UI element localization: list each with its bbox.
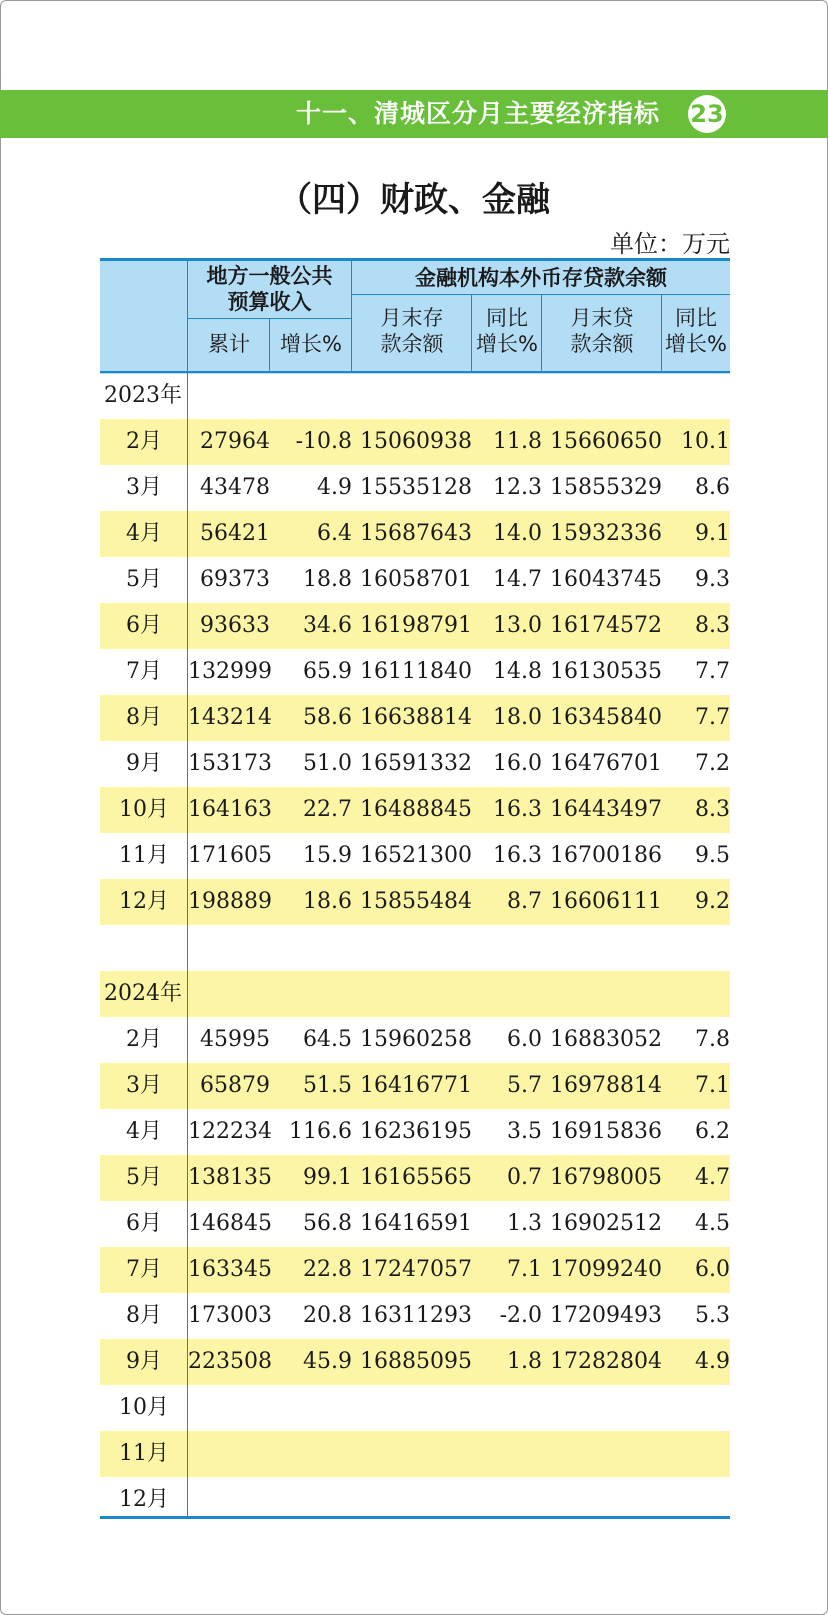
deposit-balance: 16165565 xyxy=(360,1165,472,1190)
deposit-balance: 16311293 xyxy=(360,1303,472,1328)
loan-growth: 4.9 xyxy=(695,1349,730,1374)
loan-balance: 16978814 xyxy=(550,1073,662,1098)
year-label: 2024年 xyxy=(104,981,182,1006)
loan-balance: 15660650 xyxy=(550,429,662,454)
loan-growth: 9.5 xyxy=(695,843,730,868)
deposit-growth: 13.0 xyxy=(493,613,542,638)
revenue-growth xyxy=(270,971,352,1017)
deposit-balance xyxy=(352,373,472,419)
revenue-growth: 56.8 xyxy=(303,1211,352,1236)
month-label: 5月 xyxy=(126,1165,162,1190)
deposit-growth: 14.7 xyxy=(493,567,542,592)
deposit-growth xyxy=(472,971,542,1017)
loan-growth: 6.2 xyxy=(695,1119,730,1144)
loan-balance: 17209493 xyxy=(550,1303,662,1328)
month-label xyxy=(100,925,188,971)
header-fiscal-revenue-line1: 地方一般公共 xyxy=(206,264,333,288)
header-cumulative: 累计 xyxy=(208,332,250,356)
revenue-growth xyxy=(270,925,352,971)
deposit-balance: 15687643 xyxy=(360,521,472,546)
loan-growth xyxy=(662,971,730,1017)
revenue-growth: 18.6 xyxy=(303,889,352,914)
month-label: 3月 xyxy=(126,475,162,500)
month-label: 7月 xyxy=(126,659,162,684)
cumulative-revenue: 153173 xyxy=(188,751,272,776)
loan-balance: 16915836 xyxy=(550,1119,662,1144)
loan-growth: 7.1 xyxy=(695,1073,730,1098)
month-label: 6月 xyxy=(126,613,162,638)
year-label: 2023年 xyxy=(104,383,182,408)
page-number-badge: 23 xyxy=(688,95,726,133)
deposit-balance: 15060938 xyxy=(360,429,472,454)
loan-growth: 7.8 xyxy=(695,1027,730,1052)
loan-growth: 7.7 xyxy=(695,705,730,730)
loan-balance: 16902512 xyxy=(550,1211,662,1236)
loan-balance: 16443497 xyxy=(550,797,662,822)
loan-growth: 7.7 xyxy=(695,659,730,684)
deposit-growth: 8.7 xyxy=(507,889,542,914)
table-row xyxy=(100,879,730,925)
deposit-balance xyxy=(352,1431,472,1477)
table-row xyxy=(100,787,730,833)
header-loan-balance-line2: 款余额 xyxy=(570,332,634,356)
deposit-growth xyxy=(472,1385,542,1431)
deposit-balance: 15535128 xyxy=(360,475,472,500)
month-label: 10月 xyxy=(119,797,169,822)
loan-growth: 9.1 xyxy=(695,521,730,546)
month-label: 9月 xyxy=(126,1349,162,1374)
deposit-growth: 6.0 xyxy=(507,1027,542,1052)
cumulative-revenue: 132999 xyxy=(188,659,272,684)
table-row xyxy=(100,1017,730,1063)
cumulative-revenue xyxy=(188,971,270,1017)
deposit-growth: 16.3 xyxy=(493,797,542,822)
month-label: 8月 xyxy=(126,1303,162,1328)
deposit-growth: 11.8 xyxy=(493,429,542,454)
cumulative-revenue: 138135 xyxy=(188,1165,272,1190)
cumulative-revenue: 69373 xyxy=(200,567,270,592)
header-divider xyxy=(188,318,351,319)
revenue-growth: 45.9 xyxy=(303,1349,352,1374)
table-body xyxy=(100,373,730,1523)
header-growth: 增长% xyxy=(280,332,342,356)
loan-growth: 6.0 xyxy=(695,1257,730,1282)
revenue-growth: 22.8 xyxy=(303,1257,352,1282)
cumulative-revenue: 173003 xyxy=(188,1303,272,1328)
deposit-growth: 16.3 xyxy=(493,843,542,868)
header-deposit-balance-line1: 月末存 xyxy=(380,306,444,330)
table-row xyxy=(100,1247,730,1293)
month-label: 7月 xyxy=(126,1257,162,1282)
revenue-growth xyxy=(270,1431,352,1477)
revenue-growth: 51.0 xyxy=(303,751,352,776)
deposit-balance: 15855484 xyxy=(360,889,472,914)
cumulative-revenue: 198889 xyxy=(188,889,272,914)
loan-balance: 16798005 xyxy=(550,1165,662,1190)
month-label: 10月 xyxy=(119,1395,169,1420)
cumulative-revenue xyxy=(188,1431,270,1477)
cumulative-revenue: 171605 xyxy=(188,843,272,868)
revenue-growth: 65.9 xyxy=(303,659,352,684)
deposit-balance: 16416771 xyxy=(360,1073,472,1098)
header-divider xyxy=(352,294,730,295)
revenue-growth: 64.5 xyxy=(303,1027,352,1052)
deposit-growth xyxy=(472,1431,542,1477)
cumulative-revenue: 163345 xyxy=(188,1257,272,1282)
table-row xyxy=(100,1063,730,1109)
month-label: 5月 xyxy=(126,567,162,592)
loan-balance: 15932336 xyxy=(550,521,662,546)
table-row xyxy=(100,419,730,465)
revenue-growth xyxy=(270,373,352,419)
table-row xyxy=(100,557,730,603)
table-row xyxy=(100,1109,730,1155)
loan-growth: 7.2 xyxy=(695,751,730,776)
table-header xyxy=(100,258,730,374)
header-fiscal-revenue-line2: 预算收入 xyxy=(227,290,312,314)
month-label: 11月 xyxy=(119,843,169,868)
table-row xyxy=(100,465,730,511)
loan-growth: 9.2 xyxy=(695,889,730,914)
deposit-balance xyxy=(352,971,472,1017)
month-label: 4月 xyxy=(126,1119,162,1144)
section-title: （四）财政、金融 xyxy=(278,180,550,220)
loan-growth: 9.3 xyxy=(695,567,730,592)
cumulative-revenue xyxy=(188,1385,270,1431)
loan-balance xyxy=(542,971,662,1017)
deposit-growth xyxy=(472,925,542,971)
deposit-growth xyxy=(472,373,542,419)
spacer-row xyxy=(100,925,730,971)
deposit-balance: 16111840 xyxy=(360,659,472,684)
revenue-growth: 22.7 xyxy=(303,797,352,822)
year-row xyxy=(100,373,730,419)
cumulative-revenue xyxy=(188,373,270,419)
loan-growth: 8.3 xyxy=(695,613,730,638)
deposit-balance xyxy=(352,1385,472,1431)
cumulative-revenue: 164163 xyxy=(188,797,272,822)
loan-balance xyxy=(542,1385,662,1431)
deposit-balance: 16521300 xyxy=(360,843,472,868)
revenue-growth: 34.6 xyxy=(303,613,352,638)
deposit-balance: 16198791 xyxy=(360,613,472,638)
loan-balance: 16476701 xyxy=(550,751,662,776)
deposit-balance: 16638814 xyxy=(360,705,472,730)
loan-growth xyxy=(662,1431,730,1477)
header-deposit-growth-line1: 同比 xyxy=(486,306,528,330)
deposit-balance: 16885095 xyxy=(360,1349,472,1374)
revenue-growth: 58.6 xyxy=(303,705,352,730)
revenue-growth xyxy=(270,1385,352,1431)
cumulative-revenue: 122234 xyxy=(188,1119,272,1144)
cumulative-revenue: 45995 xyxy=(200,1027,270,1052)
loan-balance: 17099240 xyxy=(550,1257,662,1282)
revenue-growth: 15.9 xyxy=(303,843,352,868)
deposit-growth: 12.3 xyxy=(493,475,542,500)
deposit-balance: 16416591 xyxy=(360,1211,472,1236)
loan-balance xyxy=(542,925,662,971)
month-label: 2月 xyxy=(126,429,162,454)
revenue-growth: -10.8 xyxy=(295,429,352,454)
loan-growth: 10.1 xyxy=(681,429,730,454)
loan-growth xyxy=(662,1385,730,1431)
deposit-growth: 5.7 xyxy=(507,1073,542,1098)
cumulative-revenue: 146845 xyxy=(188,1211,272,1236)
deposit-growth: 14.0 xyxy=(493,521,542,546)
revenue-growth: 4.9 xyxy=(317,475,352,500)
table-bottom-rule xyxy=(100,1516,730,1519)
loan-balance: 15855329 xyxy=(550,475,662,500)
month-label: 2月 xyxy=(126,1027,162,1052)
table-row xyxy=(100,833,730,879)
table-row xyxy=(100,1201,730,1247)
loan-balance: 16130535 xyxy=(550,659,662,684)
revenue-growth: 6.4 xyxy=(317,521,352,546)
loan-balance: 16345840 xyxy=(550,705,662,730)
loan-balance: 16606111 xyxy=(550,889,662,914)
deposit-balance: 16591332 xyxy=(360,751,472,776)
loan-balance xyxy=(542,1431,662,1477)
cumulative-revenue: 93633 xyxy=(200,613,270,638)
year-row xyxy=(100,971,730,1017)
header-deposit-growth-line2: 增长% xyxy=(476,332,538,356)
loan-growth: 4.7 xyxy=(695,1165,730,1190)
table-row xyxy=(100,741,730,787)
loan-balance: 16174572 xyxy=(550,613,662,638)
chapter-title: 十一、清城区分月主要经济指标 xyxy=(295,99,660,128)
month-label: 9月 xyxy=(126,751,162,776)
cumulative-revenue: 43478 xyxy=(200,475,270,500)
cumulative-revenue: 143214 xyxy=(188,705,272,730)
table-row xyxy=(100,649,730,695)
month-label: 8月 xyxy=(126,705,162,730)
loan-growth: 8.3 xyxy=(695,797,730,822)
deposit-balance: 16058701 xyxy=(360,567,472,592)
revenue-growth: 116.6 xyxy=(289,1119,352,1144)
month-label: 3月 xyxy=(126,1073,162,1098)
table-row xyxy=(100,1431,730,1477)
loan-growth: 4.5 xyxy=(695,1211,730,1236)
deposit-growth: 1.8 xyxy=(507,1349,542,1374)
deposit-balance xyxy=(352,925,472,971)
month-label: 4月 xyxy=(126,521,162,546)
deposit-growth: 16.0 xyxy=(493,751,542,776)
deposit-growth: -2.0 xyxy=(499,1303,542,1328)
month-label: 12月 xyxy=(119,889,169,914)
loan-balance xyxy=(542,373,662,419)
table-row xyxy=(100,1385,730,1431)
deposit-balance: 15960258 xyxy=(360,1027,472,1052)
loan-growth xyxy=(662,373,730,419)
table-row xyxy=(100,1293,730,1339)
table-row xyxy=(100,1155,730,1201)
deposit-growth: 7.1 xyxy=(507,1257,542,1282)
label-column-divider xyxy=(187,373,188,1516)
month-label: 6月 xyxy=(126,1211,162,1236)
unit-label: 单位：万元 xyxy=(610,230,730,258)
deposit-growth: 0.7 xyxy=(507,1165,542,1190)
header-loan-growth-line2: 增长% xyxy=(665,332,727,356)
header-deposits-loans: 金融机构本外币存贷款余额 xyxy=(415,266,667,290)
header-deposit-balance-line2: 款余额 xyxy=(380,332,444,356)
header-loan-balance-line1: 月末贷 xyxy=(570,306,634,330)
deposit-balance: 17247057 xyxy=(360,1257,472,1282)
deposit-balance: 16488845 xyxy=(360,797,472,822)
deposit-growth: 14.8 xyxy=(493,659,542,684)
revenue-growth: 20.8 xyxy=(303,1303,352,1328)
deposit-growth: 1.3 xyxy=(507,1211,542,1236)
month-label: 11月 xyxy=(119,1441,169,1466)
month-label: 12月 xyxy=(119,1487,169,1512)
cumulative-revenue: 223508 xyxy=(188,1349,272,1374)
table-row xyxy=(100,603,730,649)
loan-growth: 8.6 xyxy=(695,475,730,500)
loan-growth: 5.3 xyxy=(695,1303,730,1328)
loan-balance: 16043745 xyxy=(550,567,662,592)
table-row xyxy=(100,695,730,741)
revenue-growth: 18.8 xyxy=(303,567,352,592)
chapter-banner xyxy=(0,90,828,138)
loan-balance: 16883052 xyxy=(550,1027,662,1052)
deposit-growth: 18.0 xyxy=(493,705,542,730)
header-loan-growth-line1: 同比 xyxy=(675,306,717,330)
loan-balance: 16700186 xyxy=(550,843,662,868)
deposit-balance: 16236195 xyxy=(360,1119,472,1144)
cumulative-revenue: 56421 xyxy=(200,521,270,546)
deposit-growth: 3.5 xyxy=(507,1119,542,1144)
cumulative-revenue xyxy=(188,925,270,971)
revenue-growth: 51.5 xyxy=(303,1073,352,1098)
cumulative-revenue: 27964 xyxy=(200,429,270,454)
table-row xyxy=(100,511,730,557)
table-row xyxy=(100,1339,730,1385)
cumulative-revenue: 65879 xyxy=(200,1073,270,1098)
loan-balance: 17282804 xyxy=(550,1349,662,1374)
loan-growth xyxy=(662,925,730,971)
revenue-growth: 99.1 xyxy=(303,1165,352,1190)
